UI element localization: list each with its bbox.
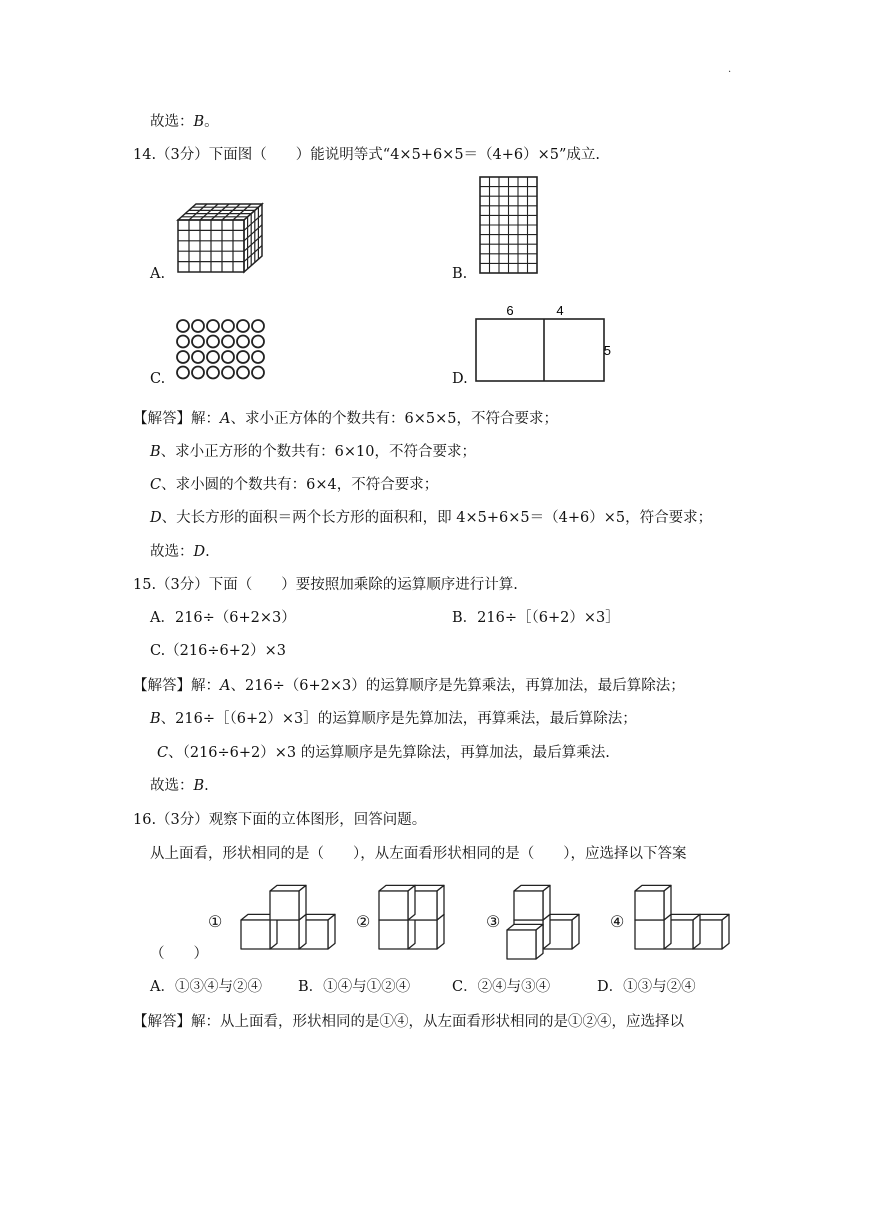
q14-stem: 14.（3分）下面图（ ）能说明等式“4×5+6×5＝（4+6）×5”成立. (133, 147, 601, 163)
q14-solution-line-d: D、大长方形的面积＝两个长方形的面积和，即 4×5+6×5＝（4+6）×5，符合要求； (150, 510, 713, 526)
q15-stem: 15.（3分）下面（ ）要按照加乘除的运算顺序进行计算. (133, 577, 518, 593)
q16-shape-label-4: ④ (610, 912, 625, 931)
q14-figure-d-label-6: 6 (506, 303, 514, 318)
q14-figure-a-cube (172, 198, 264, 276)
q14-figure-c-circles (175, 318, 267, 382)
page-mark: . (728, 64, 732, 75)
q15-option-c: C.（216÷6+2）×3 (150, 643, 286, 659)
q14-option-a-label: A. (150, 266, 166, 282)
q15-option-b: B．216÷［（6+2）×3］ (452, 610, 620, 626)
q16-shape-label-3: ③ (486, 912, 501, 931)
q16-shape-3 (502, 878, 588, 960)
q14-solution-line-a: 【解答】解：A、求小正方体的个数共有：6×5×5，不符合要求； (133, 411, 558, 427)
q14-final-answer: 故选：D. (150, 544, 210, 560)
q16-option-b: B．①④与①②④ (298, 979, 411, 995)
q15-final-answer: 故选：B. (150, 778, 209, 794)
q16-shape-1 (236, 878, 340, 954)
q16-question: 从上面看，形状相同的是（ ），从左面看形状相同的是（ ），应选择以下答案 (150, 846, 687, 862)
q14-option-d-label: D. (452, 371, 468, 387)
q14-option-b-label: B. (452, 266, 468, 282)
q16-option-a: A．①③④与②④ (150, 979, 262, 995)
q15-solution-line-a: 【解答】解：A、216÷（6+2×3）的运算顺序是先算乘法，再算加法，最后算除法； (133, 678, 685, 694)
q14-option-c-label: C. (150, 371, 166, 387)
q14-figure-d-label-4: 4 (556, 303, 564, 318)
q13-final-answer: 故选：B。 (150, 114, 219, 130)
q14-figure-d-label-5: 5 (603, 343, 611, 358)
q16-solution-line: 【解答】解：从上面看，形状相同的是①④，从左面看形状相同的是①②④，应选择以 (133, 1014, 684, 1030)
q15-option-a: A．216÷（6+2×3） (150, 610, 296, 626)
q16-shape-2 (376, 878, 448, 954)
q14-solution-line-c: C、求小圆的个数共有：6×4，不符合要求； (150, 477, 439, 493)
q14-solution-line-b: B、求小正方形的个数共有：6×10，不符合要求； (150, 444, 476, 460)
q16-option-c: C．②④与③④ (452, 979, 551, 995)
q15-solution-line-b: B、216÷［（6+2）×3］的运算顺序是先算加法，再算乘法，最后算除法； (150, 711, 637, 727)
q16-stem: 16.（3分）观察下面的立体图形，回答问题。 (133, 812, 427, 828)
q15-solution-line-c: C、（216÷6+2）×3 的运算顺序是先算除法，再算加法，最后算乘法. (157, 745, 610, 761)
q16-shape-4 (630, 878, 734, 954)
q16-answer-blank: （ ） (150, 946, 208, 962)
q14-figure-d-rectangles (474, 302, 614, 384)
q16-shape-label-1: ① (208, 912, 223, 931)
q16-shape-label-2: ② (356, 912, 371, 931)
q16-option-d: D．①③与②④ (597, 979, 696, 995)
q14-figure-b-grid (478, 175, 540, 275)
